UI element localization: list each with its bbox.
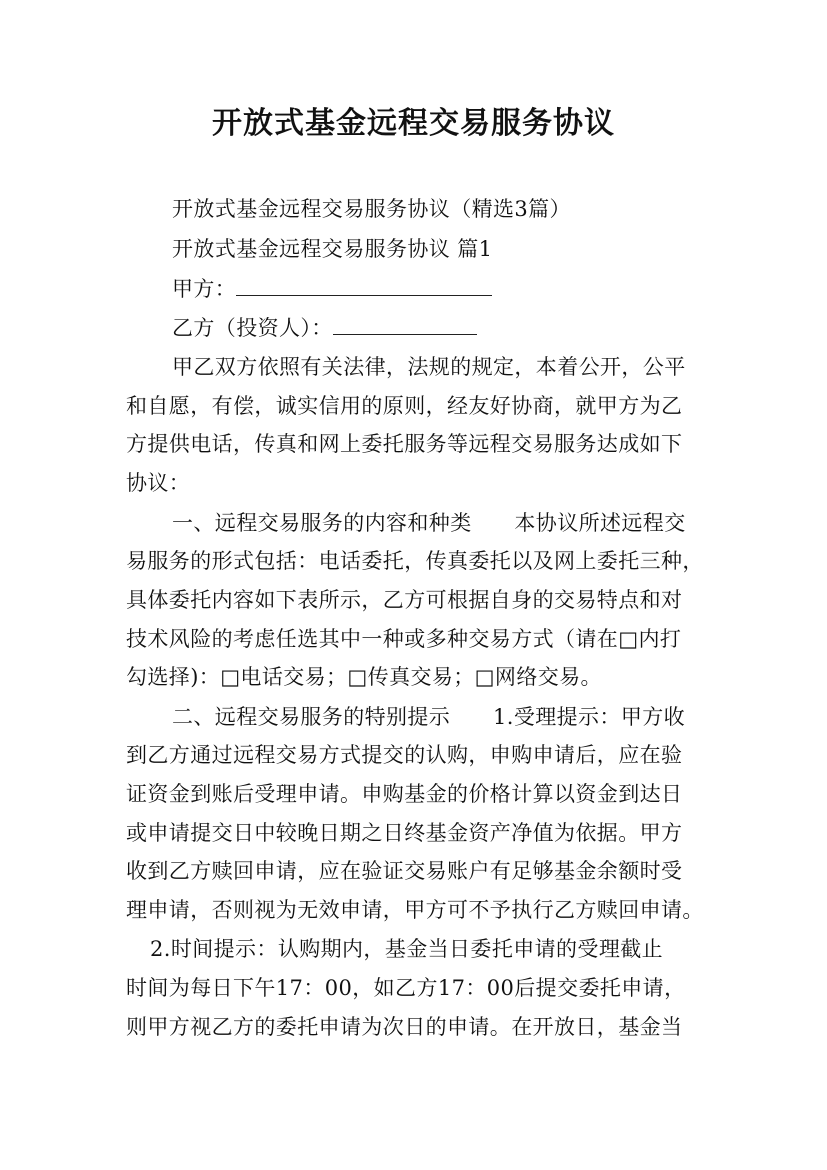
body-line: 或申请提交日中较晚日期之日终基金资产净值为依据。甲方 [126, 821, 683, 845]
body-line: 二、远程交易服务的特别提示 1.受理提示：甲方收 [172, 705, 686, 729]
body-line: 收到乙方赎回申请，应在验证交易账户有足够基金余额时受 [126, 859, 683, 883]
party-a-blank [236, 277, 492, 296]
body-line: 勾选择)：□电话交易；□传真交易；□网络交易。 [126, 665, 602, 689]
body-line: 协议： [126, 471, 191, 495]
body-line: 和自愿，有偿，诚实信用的原则，经友好协商，就甲方为乙 [126, 394, 683, 418]
body-line: 到乙方通过远程交易方式提交的认购，申购申请后，应在验 [126, 743, 683, 767]
body-line: 则甲方视乙方的委托申请为次日的申请。在开放日，基金当 [126, 1015, 683, 1039]
body-line: 理申请，否则视为无效申请，甲方可不予执行乙方赎回申请。 [126, 898, 704, 922]
body-line: 甲乙双方依照有关法律，法规的规定，本着公开，公平 [172, 355, 686, 379]
body-line: 一、远程交易服务的内容和种类 本协议所述远程交 [172, 511, 686, 535]
party-a-line [172, 274, 752, 304]
body-line: 具体委托内容如下表所示，乙方可根据自身的交易特点和对 [126, 588, 683, 612]
body-line: 方提供电话，传真和网上委托服务等远程交易服务达成如下 [126, 432, 683, 456]
party-b-line [172, 313, 752, 343]
document-title: 开放式基金远程交易服务协议 [212, 106, 615, 141]
subtitle-selected: 开放式基金远程交易服务协议（精选3篇） [172, 197, 571, 221]
party-a-label: 甲方： [172, 277, 237, 301]
body-line: 技术风险的考虑任选其中一种或多种交易方式（请在□内打 [126, 627, 682, 651]
party-b-label: 乙方（投资人）： [172, 316, 333, 340]
body-line: 证资金到账后受理申请。申购基金的价格计算以资金到达日 [126, 782, 683, 806]
body-line: 时间为每日下午17：00，如乙方17：00后提交委托申请， [126, 976, 686, 1000]
section-heading: 开放式基金远程交易服务协议 篇1 [172, 237, 493, 261]
party-b-blank [333, 316, 477, 335]
body-line: 2.时间提示：认购期内，基金当日委托申请的受理截止 [150, 937, 664, 961]
body-line: 易服务的形式包括：电话委托，传真委托以及网上委托三种， [126, 549, 704, 573]
